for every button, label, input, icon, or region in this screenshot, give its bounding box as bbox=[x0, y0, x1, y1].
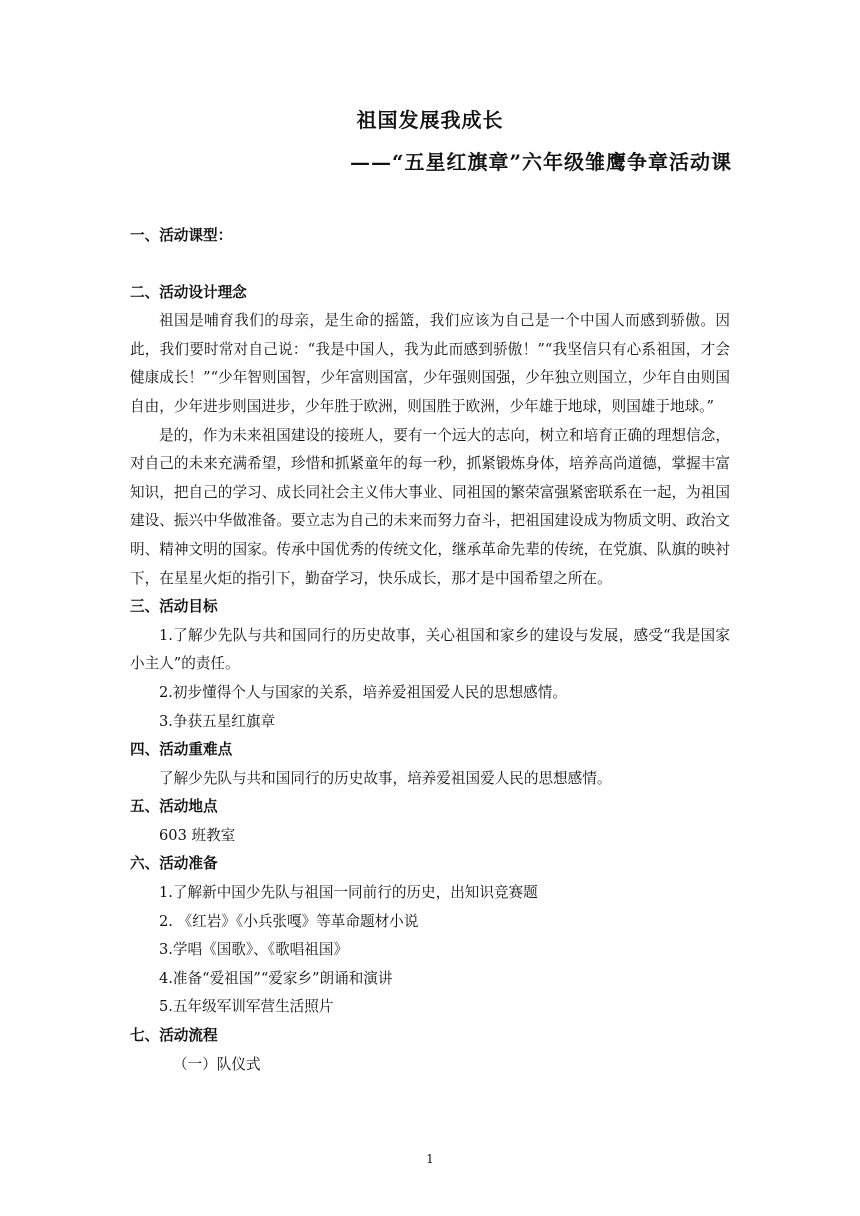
section-heading-design-concept: 二、活动设计理念 bbox=[130, 283, 247, 301]
section-heading-course-type: 一、活动课型： bbox=[130, 227, 233, 244]
location-text: 603 班教室 bbox=[159, 826, 236, 844]
document-body bbox=[130, 222, 730, 1079]
preparation-item: 5.五年级军训军营生活照片 bbox=[159, 998, 334, 1016]
preparation-item: 4.准备“爱祖国”“爱家乡”朗诵和演讲 bbox=[159, 969, 393, 987]
section-heading-goals: 三、活动目标 bbox=[130, 598, 218, 616]
page-number: 1 bbox=[426, 1152, 434, 1166]
section-heading-key-points: 四、活动重难点 bbox=[130, 741, 233, 759]
goal-item: 2.初步懂得个人与国家的关系，培养爱祖国爱人民的思想感情。 bbox=[159, 683, 567, 701]
paragraph-concept-1: 祖国是哺育我们的母亲，是生命的摇篮，我们应该为自己是一个中国人而感到骄傲。因此，我们要时常对自己说：“我是中国人，我为此而感到骄傲！”“我坚信只有心系祖国，才会健康成长！”“少年智则国智，少年富则国富，少年强则国强，少年独立则国立，少年自由则国自由，少年进步则国进步，少年胜于欧洲，则国胜于欧洲，少年雄于地球，则国雄于地球。” bbox=[130, 312, 730, 415]
preparation-item: 2. 《红岩》《小兵张嘎》等革命题材小说 bbox=[159, 912, 419, 930]
preparation-item: 1.了解新中国少先队与祖国一同前行的历史，出知识竞赛题 bbox=[159, 884, 538, 902]
document-title: 祖国发展我成长 bbox=[356, 108, 504, 132]
goal-item: 3.争获五星红旗章 bbox=[159, 712, 276, 730]
section-heading-preparation: 六、活动准备 bbox=[130, 855, 218, 873]
section-heading-process: 七、活动流程 bbox=[130, 1027, 218, 1045]
process-item: （一）队仪式 bbox=[173, 1055, 261, 1073]
section-heading-location: 五、活动地点 bbox=[130, 798, 218, 816]
key-points-text: 了解少先队与共和国同行的历史故事，培养爱祖国爱人民的思想感情。 bbox=[159, 769, 612, 787]
goal-item: 1.了解少先队与共和国同行的历史故事，关心祖国和家乡的建设与发展，感受“我是国家小主人”的责任。 bbox=[130, 626, 730, 673]
document-subtitle: ——“五星红旗章”六年级雏鹰争章活动课 bbox=[349, 150, 732, 174]
spacer bbox=[130, 251, 730, 279]
paragraph-concept-2: 是的，作为未来祖国建设的接班人，要有一个远大的志向，树立和培育正确的理想信念，对自己的未来充满希望，珍惜和抓紧童年的每一秒，抓紧锻炼身体，培养高尚道德，掌握丰富知识，把自己的学习、成长同社会主义伟大事业、同祖国的繁荣富强紧密联系在一起，为祖国建设、振兴中华做准备。要立志为自己的未来而努力奋斗，把祖国建设成为物质文明、政治文明、精神文明的国家。传承中国优秀的传统文化，继承革命先辈的传统，在党旗、队旗的映衬下，在星星火炬的指引下，勤奋学习，快乐成长，那才是中国希望之所在。 bbox=[130, 426, 730, 587]
preparation-item: 3.学唱《国歌》、《歌唱祖国》 bbox=[159, 941, 349, 959]
